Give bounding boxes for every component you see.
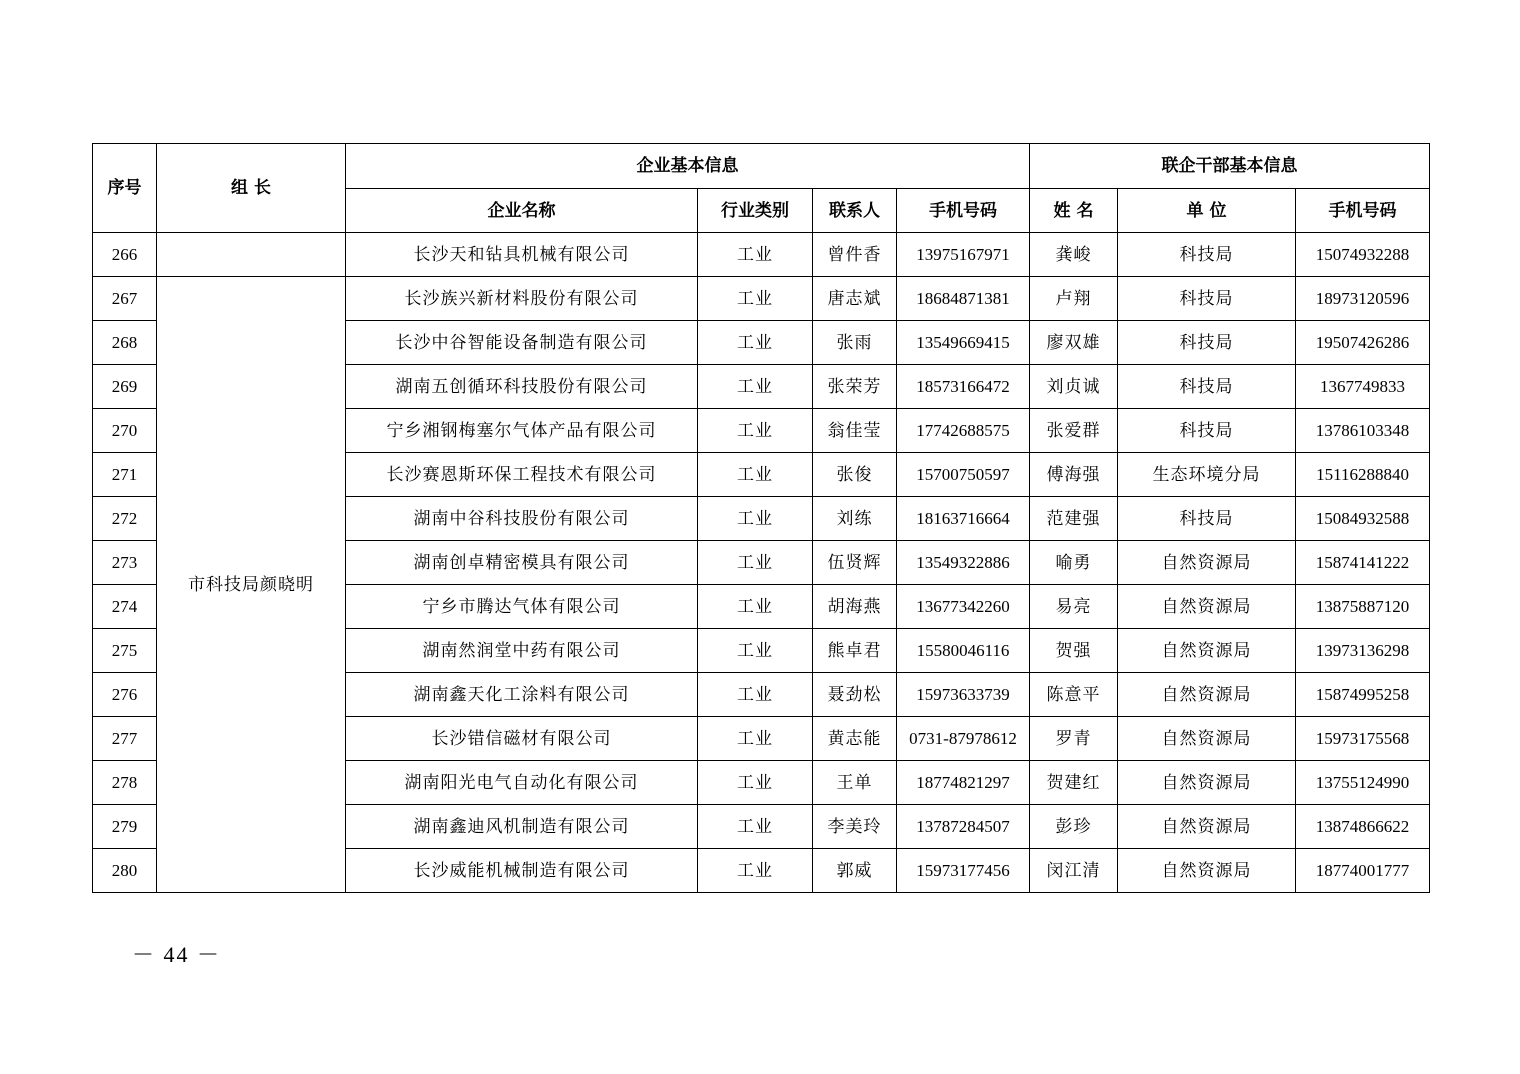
cell-industry: 工业 [698, 585, 813, 629]
cell-unit: 自然资源局 [1118, 761, 1296, 805]
cell-company: 湖南鑫迪风机制造有限公司 [346, 805, 698, 849]
cell-cadre: 傅海强 [1030, 453, 1118, 497]
header-leader: 组 长 [157, 144, 346, 233]
cell-cadre-phone: 13875887120 [1296, 585, 1430, 629]
cell-cadre-phone: 13874866622 [1296, 805, 1430, 849]
cell-leader [157, 233, 346, 277]
cell-contact: 胡海燕 [813, 585, 897, 629]
cell-seq: 276 [93, 673, 157, 717]
cell-unit: 科技局 [1118, 365, 1296, 409]
cell-contact: 熊卓君 [813, 629, 897, 673]
cell-phone: 18163716664 [897, 497, 1030, 541]
cell-phone: 13787284507 [897, 805, 1030, 849]
cell-phone: 13549669415 [897, 321, 1030, 365]
table-row [93, 277, 1430, 321]
cell-contact: 王单 [813, 761, 897, 805]
cell-contact: 聂劲松 [813, 673, 897, 717]
cell-seq: 272 [93, 497, 157, 541]
cell-industry: 工业 [698, 673, 813, 717]
cell-cadre-phone: 15074932288 [1296, 233, 1430, 277]
cell-company: 湖南鑫天化工涂料有限公司 [346, 673, 698, 717]
cell-contact: 张俊 [813, 453, 897, 497]
cell-unit: 自然资源局 [1118, 585, 1296, 629]
cell-seq: 279 [93, 805, 157, 849]
cell-cadre: 彭珍 [1030, 805, 1118, 849]
cell-phone: 15973177456 [897, 849, 1030, 893]
cell-contact: 伍贤辉 [813, 541, 897, 585]
cell-cadre: 刘贞诚 [1030, 365, 1118, 409]
cell-company: 长沙天和钻具机械有限公司 [346, 233, 698, 277]
cell-cadre-phone: 18774001777 [1296, 849, 1430, 893]
cell-contact: 唐志斌 [813, 277, 897, 321]
cell-unit: 自然资源局 [1118, 541, 1296, 585]
cell-company: 湖南阳光电气自动化有限公司 [346, 761, 698, 805]
cell-cadre: 龚峻 [1030, 233, 1118, 277]
cell-industry: 工业 [698, 805, 813, 849]
cell-cadre-phone: 15116288840 [1296, 453, 1430, 497]
cell-seq: 266 [93, 233, 157, 277]
cell-contact: 张荣芳 [813, 365, 897, 409]
cell-phone: 0731-87978612 [897, 717, 1030, 761]
cell-industry: 工业 [698, 717, 813, 761]
cell-company: 长沙错信磁材有限公司 [346, 717, 698, 761]
header-phone: 手机号码 [897, 189, 1030, 233]
header-industry: 行业类别 [698, 189, 813, 233]
cell-company: 长沙中谷智能设备制造有限公司 [346, 321, 698, 365]
cell-phone: 13549322886 [897, 541, 1030, 585]
cell-industry: 工业 [698, 497, 813, 541]
table-row [93, 233, 1430, 277]
cell-phone: 13677342260 [897, 585, 1030, 629]
cell-group-leader: 市科技局颜晓明 [157, 277, 346, 893]
cell-cadre: 张爱群 [1030, 409, 1118, 453]
cell-industry: 工业 [698, 365, 813, 409]
cell-seq: 277 [93, 717, 157, 761]
cell-company: 宁乡湘钢梅塞尔气体产品有限公司 [346, 409, 698, 453]
cell-cadre-phone: 13786103348 [1296, 409, 1430, 453]
cell-company: 湖南中谷科技股份有限公司 [346, 497, 698, 541]
cell-seq: 278 [93, 761, 157, 805]
cell-cadre: 易亮 [1030, 585, 1118, 629]
cell-contact: 翁佳莹 [813, 409, 897, 453]
cell-phone: 15700750597 [897, 453, 1030, 497]
cell-cadre: 范建强 [1030, 497, 1118, 541]
cell-unit: 自然资源局 [1118, 629, 1296, 673]
cell-phone: 15973633739 [897, 673, 1030, 717]
cell-seq: 268 [93, 321, 157, 365]
header-company-name: 企业名称 [346, 189, 698, 233]
cell-unit: 自然资源局 [1118, 717, 1296, 761]
cell-industry: 工业 [698, 453, 813, 497]
cell-unit: 自然资源局 [1118, 673, 1296, 717]
cell-cadre: 贺强 [1030, 629, 1118, 673]
header-cadre-name: 姓 名 [1030, 189, 1118, 233]
cell-seq: 280 [93, 849, 157, 893]
cell-unit: 科技局 [1118, 409, 1296, 453]
cell-cadre: 喻勇 [1030, 541, 1118, 585]
cell-seq: 273 [93, 541, 157, 585]
cell-industry: 工业 [698, 849, 813, 893]
cell-seq: 267 [93, 277, 157, 321]
cell-seq: 269 [93, 365, 157, 409]
cell-unit: 科技局 [1118, 233, 1296, 277]
header-cadre-group: 联企干部基本信息 [1030, 144, 1430, 189]
cell-unit: 科技局 [1118, 321, 1296, 365]
page-number: － 44 － [132, 942, 222, 967]
cell-contact: 黄志能 [813, 717, 897, 761]
cell-cadre-phone: 1367749833 [1296, 365, 1430, 409]
cell-company: 湖南五创循环科技股份有限公司 [346, 365, 698, 409]
cell-contact: 郭威 [813, 849, 897, 893]
cell-seq: 275 [93, 629, 157, 673]
cell-phone: 17742688575 [897, 409, 1030, 453]
cell-contact: 张雨 [813, 321, 897, 365]
cell-company: 长沙族兴新材料股份有限公司 [346, 277, 698, 321]
cell-industry: 工业 [698, 761, 813, 805]
cell-cadre: 罗青 [1030, 717, 1118, 761]
cell-cadre-phone: 15973175568 [1296, 717, 1430, 761]
cell-unit: 生态环境分局 [1118, 453, 1296, 497]
cell-industry: 工业 [698, 541, 813, 585]
cell-unit: 科技局 [1118, 497, 1296, 541]
cell-cadre-phone: 13973136298 [1296, 629, 1430, 673]
cell-company: 长沙威能机械制造有限公司 [346, 849, 698, 893]
cell-cadre-phone: 15874995258 [1296, 673, 1430, 717]
cell-phone: 15580046116 [897, 629, 1030, 673]
cell-unit: 自然资源局 [1118, 805, 1296, 849]
cell-industry: 工业 [698, 233, 813, 277]
cell-phone: 18573166472 [897, 365, 1030, 409]
header-enterprise-group: 企业基本信息 [346, 144, 1030, 189]
cell-company: 长沙赛恩斯环保工程技术有限公司 [346, 453, 698, 497]
cell-cadre: 贺建红 [1030, 761, 1118, 805]
cell-cadre: 闵江清 [1030, 849, 1118, 893]
cell-phone: 13975167971 [897, 233, 1030, 277]
cell-unit: 科技局 [1118, 277, 1296, 321]
cell-industry: 工业 [698, 629, 813, 673]
cell-contact: 李美玲 [813, 805, 897, 849]
cell-cadre: 卢翔 [1030, 277, 1118, 321]
cell-industry: 工业 [698, 321, 813, 365]
header-seq: 序号 [93, 144, 157, 233]
header-unit: 单 位 [1118, 189, 1296, 233]
cell-seq: 274 [93, 585, 157, 629]
cell-seq: 270 [93, 409, 157, 453]
cell-cadre-phone: 18973120596 [1296, 277, 1430, 321]
enterprise-table [92, 143, 1430, 893]
cell-cadre-phone: 15874141222 [1296, 541, 1430, 585]
cell-phone: 18774821297 [897, 761, 1030, 805]
cell-cadre: 陈意平 [1030, 673, 1118, 717]
cell-contact: 刘练 [813, 497, 897, 541]
cell-cadre-phone: 19507426286 [1296, 321, 1430, 365]
cell-company: 湖南然润堂中药有限公司 [346, 629, 698, 673]
header-contact: 联系人 [813, 189, 897, 233]
cell-company: 湖南创卓精密模具有限公司 [346, 541, 698, 585]
cell-unit: 自然资源局 [1118, 849, 1296, 893]
cell-industry: 工业 [698, 409, 813, 453]
cell-phone: 18684871381 [897, 277, 1030, 321]
cell-cadre: 廖双雄 [1030, 321, 1118, 365]
cell-cadre-phone: 15084932588 [1296, 497, 1430, 541]
cell-seq: 271 [93, 453, 157, 497]
cell-cadre-phone: 13755124990 [1296, 761, 1430, 805]
cell-industry: 工业 [698, 277, 813, 321]
cell-contact: 曾件香 [813, 233, 897, 277]
cell-company: 宁乡市腾达气体有限公司 [346, 585, 698, 629]
header-cadre-phone: 手机号码 [1296, 189, 1430, 233]
